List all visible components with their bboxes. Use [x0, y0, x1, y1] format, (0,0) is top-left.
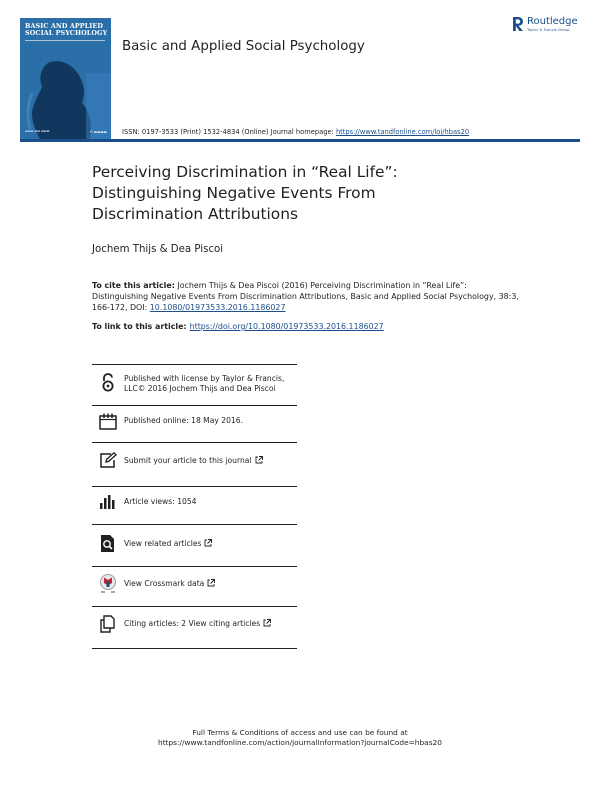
cover-divider	[25, 40, 105, 41]
terms-link[interactable]: https://www.tandfonline.com/action/journalInformation?journalCode=hbas20	[158, 738, 442, 748]
publisher-logo[interactable]	[511, 16, 578, 32]
submit-article-item[interactable]	[98, 450, 263, 470]
calendar-icon	[98, 411, 118, 431]
cover-logo: R ▬▬▬▬	[90, 130, 107, 134]
article-title-line3: Discrimination Attributions	[92, 205, 298, 223]
open-access-text	[124, 372, 284, 394]
citing-articles-item[interactable]	[98, 614, 271, 634]
cover-title-line2: SOCIAL PSYCHOLOGY	[25, 29, 108, 38]
citation-text: Jochem Thijs & Dea Piscoi (2016) Perceiving Discrimination in “Real Life”: Distinguishing Negative Events From Discrimination Attributions, Basic and Applied Social Psychology, 38:3, 166-172, DOI:	[92, 281, 519, 312]
article-title	[92, 162, 532, 225]
cover-silhouette	[20, 53, 111, 139]
cover-title-line1: BASIC AND APPLIED	[25, 22, 104, 30]
article-views-item	[98, 492, 197, 512]
submit-article-label: Submit your article to this journal	[124, 456, 252, 465]
crossmark-item[interactable]	[98, 573, 215, 593]
article-link-label: To link to this article:	[92, 322, 187, 331]
item-divider	[92, 442, 297, 443]
article-link-url[interactable]: https://doi.org/10.1080/01973533.2016.1186027	[189, 322, 384, 331]
issn-line	[122, 128, 469, 136]
related-articles-item[interactable]	[98, 533, 212, 553]
external-link-icon	[255, 456, 263, 464]
article-title-line1: Perceiving Discrimination in “Real Life”:	[92, 163, 398, 181]
bar-chart-icon	[98, 492, 118, 512]
submit-article-text	[124, 450, 263, 466]
item-divider	[92, 405, 297, 406]
item-divider	[92, 524, 297, 525]
item-divider	[92, 606, 297, 607]
item-divider	[92, 486, 297, 487]
open-access-icon	[98, 372, 118, 392]
article-title-line2: Distinguishing Negative Events From	[92, 184, 376, 202]
external-link-icon	[263, 619, 271, 627]
external-link-icon	[204, 539, 212, 547]
citation-label: To cite this article:	[92, 281, 175, 290]
edit-icon	[98, 450, 118, 470]
citing-articles-icon	[98, 614, 118, 634]
journal-cover-image	[20, 18, 111, 139]
related-articles-label: View related articles	[124, 539, 202, 548]
related-articles-icon	[98, 533, 118, 553]
published-online-text: Published online: 18 May 2016.	[124, 416, 244, 425]
doi-link[interactable]: 10.1080/01973533.2016.1186027	[149, 303, 286, 312]
issn-text: ISSN: 0197-3533 (Print) 1532-4834 (Online) Journal homepage:	[122, 128, 336, 136]
journal-name[interactable]: Basic and Applied Social Psychology	[122, 39, 365, 54]
terms-line1: Full Terms & Conditions of access and use can be found at	[192, 728, 408, 737]
header-divider	[20, 139, 580, 142]
publisher-subtitle: Taylor & Francis Group	[527, 28, 570, 32]
citation-block	[92, 280, 522, 313]
journal-homepage-link[interactable]: https://www.tandfonline.com/loi/hbas20	[335, 128, 470, 136]
routledge-r-icon	[511, 16, 524, 32]
cover-title	[25, 23, 111, 38]
item-divider	[92, 648, 297, 649]
open-access-line2: LLC© 2016 Jochem Thijs and Dea Piscoi	[124, 384, 276, 394]
article-views-text: Article views: 1054	[124, 497, 197, 506]
item-divider	[92, 566, 297, 567]
citing-articles-label: Citing articles: 2 View citing articles	[124, 619, 261, 628]
publisher-name: Routledge	[527, 16, 578, 27]
cover-footer: ▬▬▬ ▬▬ ▬▬▬	[25, 129, 50, 133]
open-access-item[interactable]	[98, 372, 284, 394]
article-link-line	[92, 322, 384, 331]
crossmark-text	[124, 573, 215, 589]
related-articles-text	[124, 533, 212, 549]
crossmark-label: View Crossmark data	[124, 579, 205, 588]
citing-articles-text	[124, 614, 271, 629]
terms-footer	[0, 728, 600, 749]
article-authors: Jochem Thijs & Dea Piscoi	[92, 244, 224, 255]
published-online-item	[98, 411, 243, 431]
crossmark-icon	[98, 573, 118, 593]
external-link-icon	[207, 579, 215, 587]
item-divider	[92, 364, 297, 365]
open-access-line1: Published with license by Taylor & Francis,	[124, 374, 285, 383]
